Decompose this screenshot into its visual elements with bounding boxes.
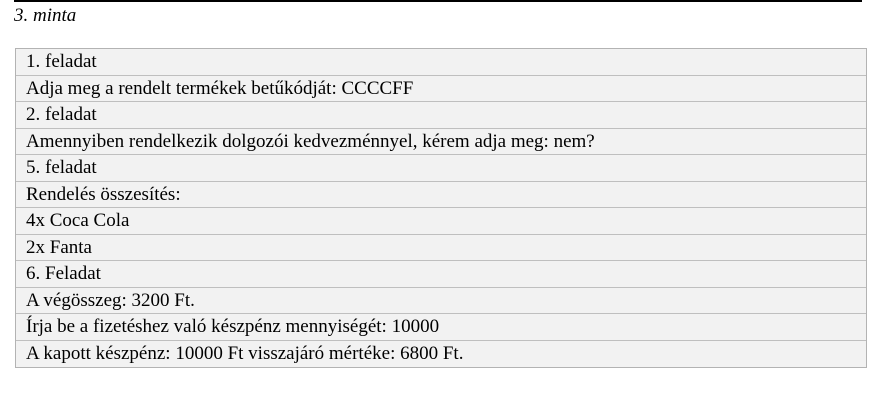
console-output-table — [15, 48, 867, 368]
console-line-product-codes: Adja meg a rendelt termékek betűkódját: CCCCFF — [16, 76, 866, 103]
console-line-task-6: 6. Feladat — [16, 261, 866, 288]
console-line-cash-input: Írja be a fizetéshez való készpénz mennyiségét: 10000 — [16, 314, 866, 341]
console-line-total: A végösszeg: 3200 Ft. — [16, 288, 866, 315]
console-line-item-coca-cola: 4x Coca Cola — [16, 208, 866, 235]
console-line-task-5: 5. feladat — [16, 155, 866, 182]
console-line-discount-question: Amennyiben rendelkezik dolgozói kedvezménnyel, kérem adja meg: nem? — [16, 129, 866, 156]
console-line-order-summary: Rendelés összesítés: — [16, 182, 866, 209]
console-line-item-fanta: 2x Fanta — [16, 235, 866, 262]
sample-heading: 3. minta — [14, 5, 77, 26]
console-line-task-1: 1. feladat — [16, 49, 866, 76]
console-line-task-2: 2. feladat — [16, 102, 866, 129]
top-rule — [14, 0, 862, 2]
console-line-change: A kapott készpénz: 10000 Ft visszajáró mértéke: 6800 Ft. — [26, 342, 464, 364]
